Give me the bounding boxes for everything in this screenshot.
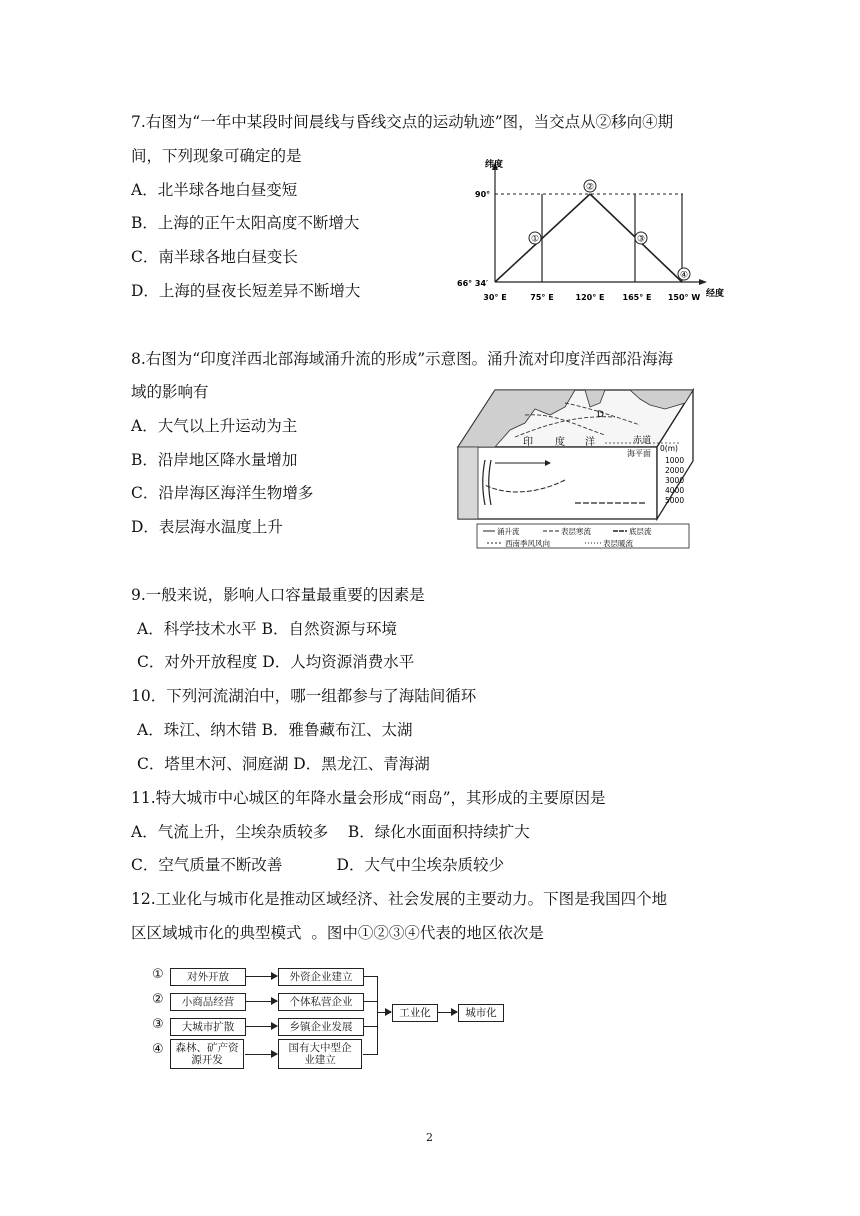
- legend-cold-surface: 表层寒流: [561, 527, 591, 536]
- box-left-3: 大城市扩散: [170, 1018, 246, 1036]
- legend-bottom: 底层流: [629, 527, 652, 536]
- arrow-3: [245, 1026, 277, 1027]
- label-sea-level: 海平面: [627, 449, 651, 458]
- q8-stem-line2: 域的影响有: [131, 383, 209, 401]
- q9-stem: 9.一般来说，影响人口容量最重要的因素是: [131, 586, 425, 604]
- q7-stem-line2: 间，下列现象可确定的是: [131, 147, 302, 165]
- label-du: 度: [555, 437, 565, 448]
- x-tick-75e: 75° E: [530, 293, 554, 302]
- q8-upwelling-figure: [455, 385, 695, 550]
- box-mid-2: 个体私营企业: [278, 993, 364, 1011]
- box-left-1: 对外开放: [170, 968, 246, 986]
- q8-option-c: C．沿岸海区海洋生物增多: [131, 484, 314, 502]
- q7-option-c: C．南半球各地白昼变长: [131, 248, 298, 266]
- box-left-4: 森林、矿产资源开发: [170, 1039, 244, 1069]
- q12-stem-line2: 区区域城市化的典型模式 。图中①②③④代表的地区依次是: [131, 924, 544, 942]
- x-tick-30e: 30° E: [483, 293, 507, 302]
- y-axis-label: 纬度: [485, 160, 504, 170]
- diagram-num-3: ③: [152, 1017, 164, 1032]
- arrow-4: [245, 1054, 277, 1055]
- connector-2: [363, 1001, 377, 1002]
- q7-option-b: B．上海的正午太阳高度不断增大: [131, 214, 360, 232]
- q12-urbanization-diagram: [130, 960, 510, 1080]
- arrow-2: [245, 1001, 277, 1002]
- q10-options-line2: C．塔里木河、洞庭湖 D．黑龙江、青海湖: [137, 755, 430, 773]
- box-urbanization: 城市化: [458, 1004, 504, 1022]
- connector-4: [363, 1054, 377, 1055]
- diagram-num-4: ④: [152, 1042, 164, 1057]
- box-industrialization: 工业化: [392, 1004, 438, 1022]
- q8-stem-line1: 8.右图为“印度洋西北部海域涌升流的形成”示意图。涌升流对印度洋西部沿海海: [131, 350, 674, 368]
- q8-option-b: B．沿岸地区降水量增加: [131, 451, 298, 469]
- q9-options-line2: C．对外开放程度 D．人均资源消费水平: [137, 653, 415, 671]
- q7-terminator-figure: [455, 150, 730, 310]
- q11-options-line2: C．空气质量不断改善 D．大气中尘埃杂质较少: [131, 856, 504, 874]
- q10-options-line1: A．珠江、纳木错 B．雅鲁藏布江、太湖: [137, 721, 413, 739]
- x-tick-120e: 120° E: [575, 293, 605, 302]
- arrow-1: [245, 976, 277, 977]
- legend-warm-surface: 表层暖流: [603, 539, 633, 548]
- label-equator: 赤道: [633, 436, 652, 446]
- y-tick-6634: 66° 34′: [457, 279, 489, 288]
- q11-options-line1: A．气流上升，尘埃杂质较多 B．绿化水面面积持续扩大: [131, 823, 530, 841]
- q11-stem: 11.特大城市中心城区的年降水量会形成“雨岛”，其形成的主要原因是: [131, 789, 606, 807]
- label-d: D: [597, 410, 604, 420]
- diagram-num-1: ①: [152, 967, 164, 982]
- depth-0: 0(m): [660, 444, 678, 453]
- q8-option-d: D．表层海水温度上升: [131, 518, 283, 536]
- label-yin: 印: [523, 437, 533, 448]
- page-number: 2: [426, 1131, 433, 1144]
- q9-options-line1: A．科学技术水平 B．自然资源与环境: [137, 620, 398, 638]
- depth-5000: 5000: [665, 496, 685, 505]
- q7-option-a: A．北半球各地白昼变短: [131, 181, 298, 199]
- box-left-2: 小商品经营: [170, 993, 246, 1011]
- connector-1: [363, 976, 377, 977]
- connector-vertical: [377, 976, 378, 1055]
- arrow-to-urbanization: [437, 1012, 457, 1013]
- depth-2000: 2000: [665, 466, 685, 475]
- point-label-3: ③: [636, 234, 646, 245]
- legend-upwelling: 涌升流: [497, 527, 520, 536]
- label-yang: 洋: [585, 437, 595, 448]
- legend-monsoon: 西南季风风向: [505, 539, 550, 548]
- box-mid-1: 外资企业建立: [278, 968, 364, 986]
- arrow-to-industrialization: [377, 1012, 391, 1013]
- depth-3000: 3000: [665, 476, 685, 485]
- point-label-1: ①: [530, 234, 540, 245]
- connector-3: [363, 1026, 377, 1027]
- depth-4000: 4000: [665, 486, 685, 495]
- q12-stem-line1: 12.工业化与城市化是推动区域经济、社会发展的主要动力。下图是我国四个地: [131, 890, 668, 908]
- q8-option-a: A．大气以上升运动为主: [131, 417, 298, 435]
- q7-stem-line1: 7.右图为“一年中某段时间晨线与昏线交点的运动轨迹”图，当交点从②移向④期: [131, 113, 674, 131]
- diagram-num-2: ②: [152, 992, 164, 1007]
- x-tick-150w: 150° W: [667, 293, 701, 302]
- box-mid-4: 国有大中型企业建立: [278, 1039, 362, 1069]
- x-axis-label: 经度: [706, 289, 725, 299]
- box-mid-3: 乡镇企业发展: [278, 1018, 364, 1036]
- x-tick-165e: 165° E: [622, 293, 652, 302]
- point-label-4: ④: [679, 270, 689, 281]
- point-label-2: ②: [585, 182, 595, 193]
- depth-1000: 1000: [665, 456, 685, 465]
- y-tick-90: 90°: [475, 190, 491, 199]
- q10-stem: 10．下列河流湖泊中，哪一组都参与了海陆间循环: [131, 687, 477, 705]
- q7-option-d: D．上海的昼夜长短差异不断增大: [131, 282, 361, 300]
